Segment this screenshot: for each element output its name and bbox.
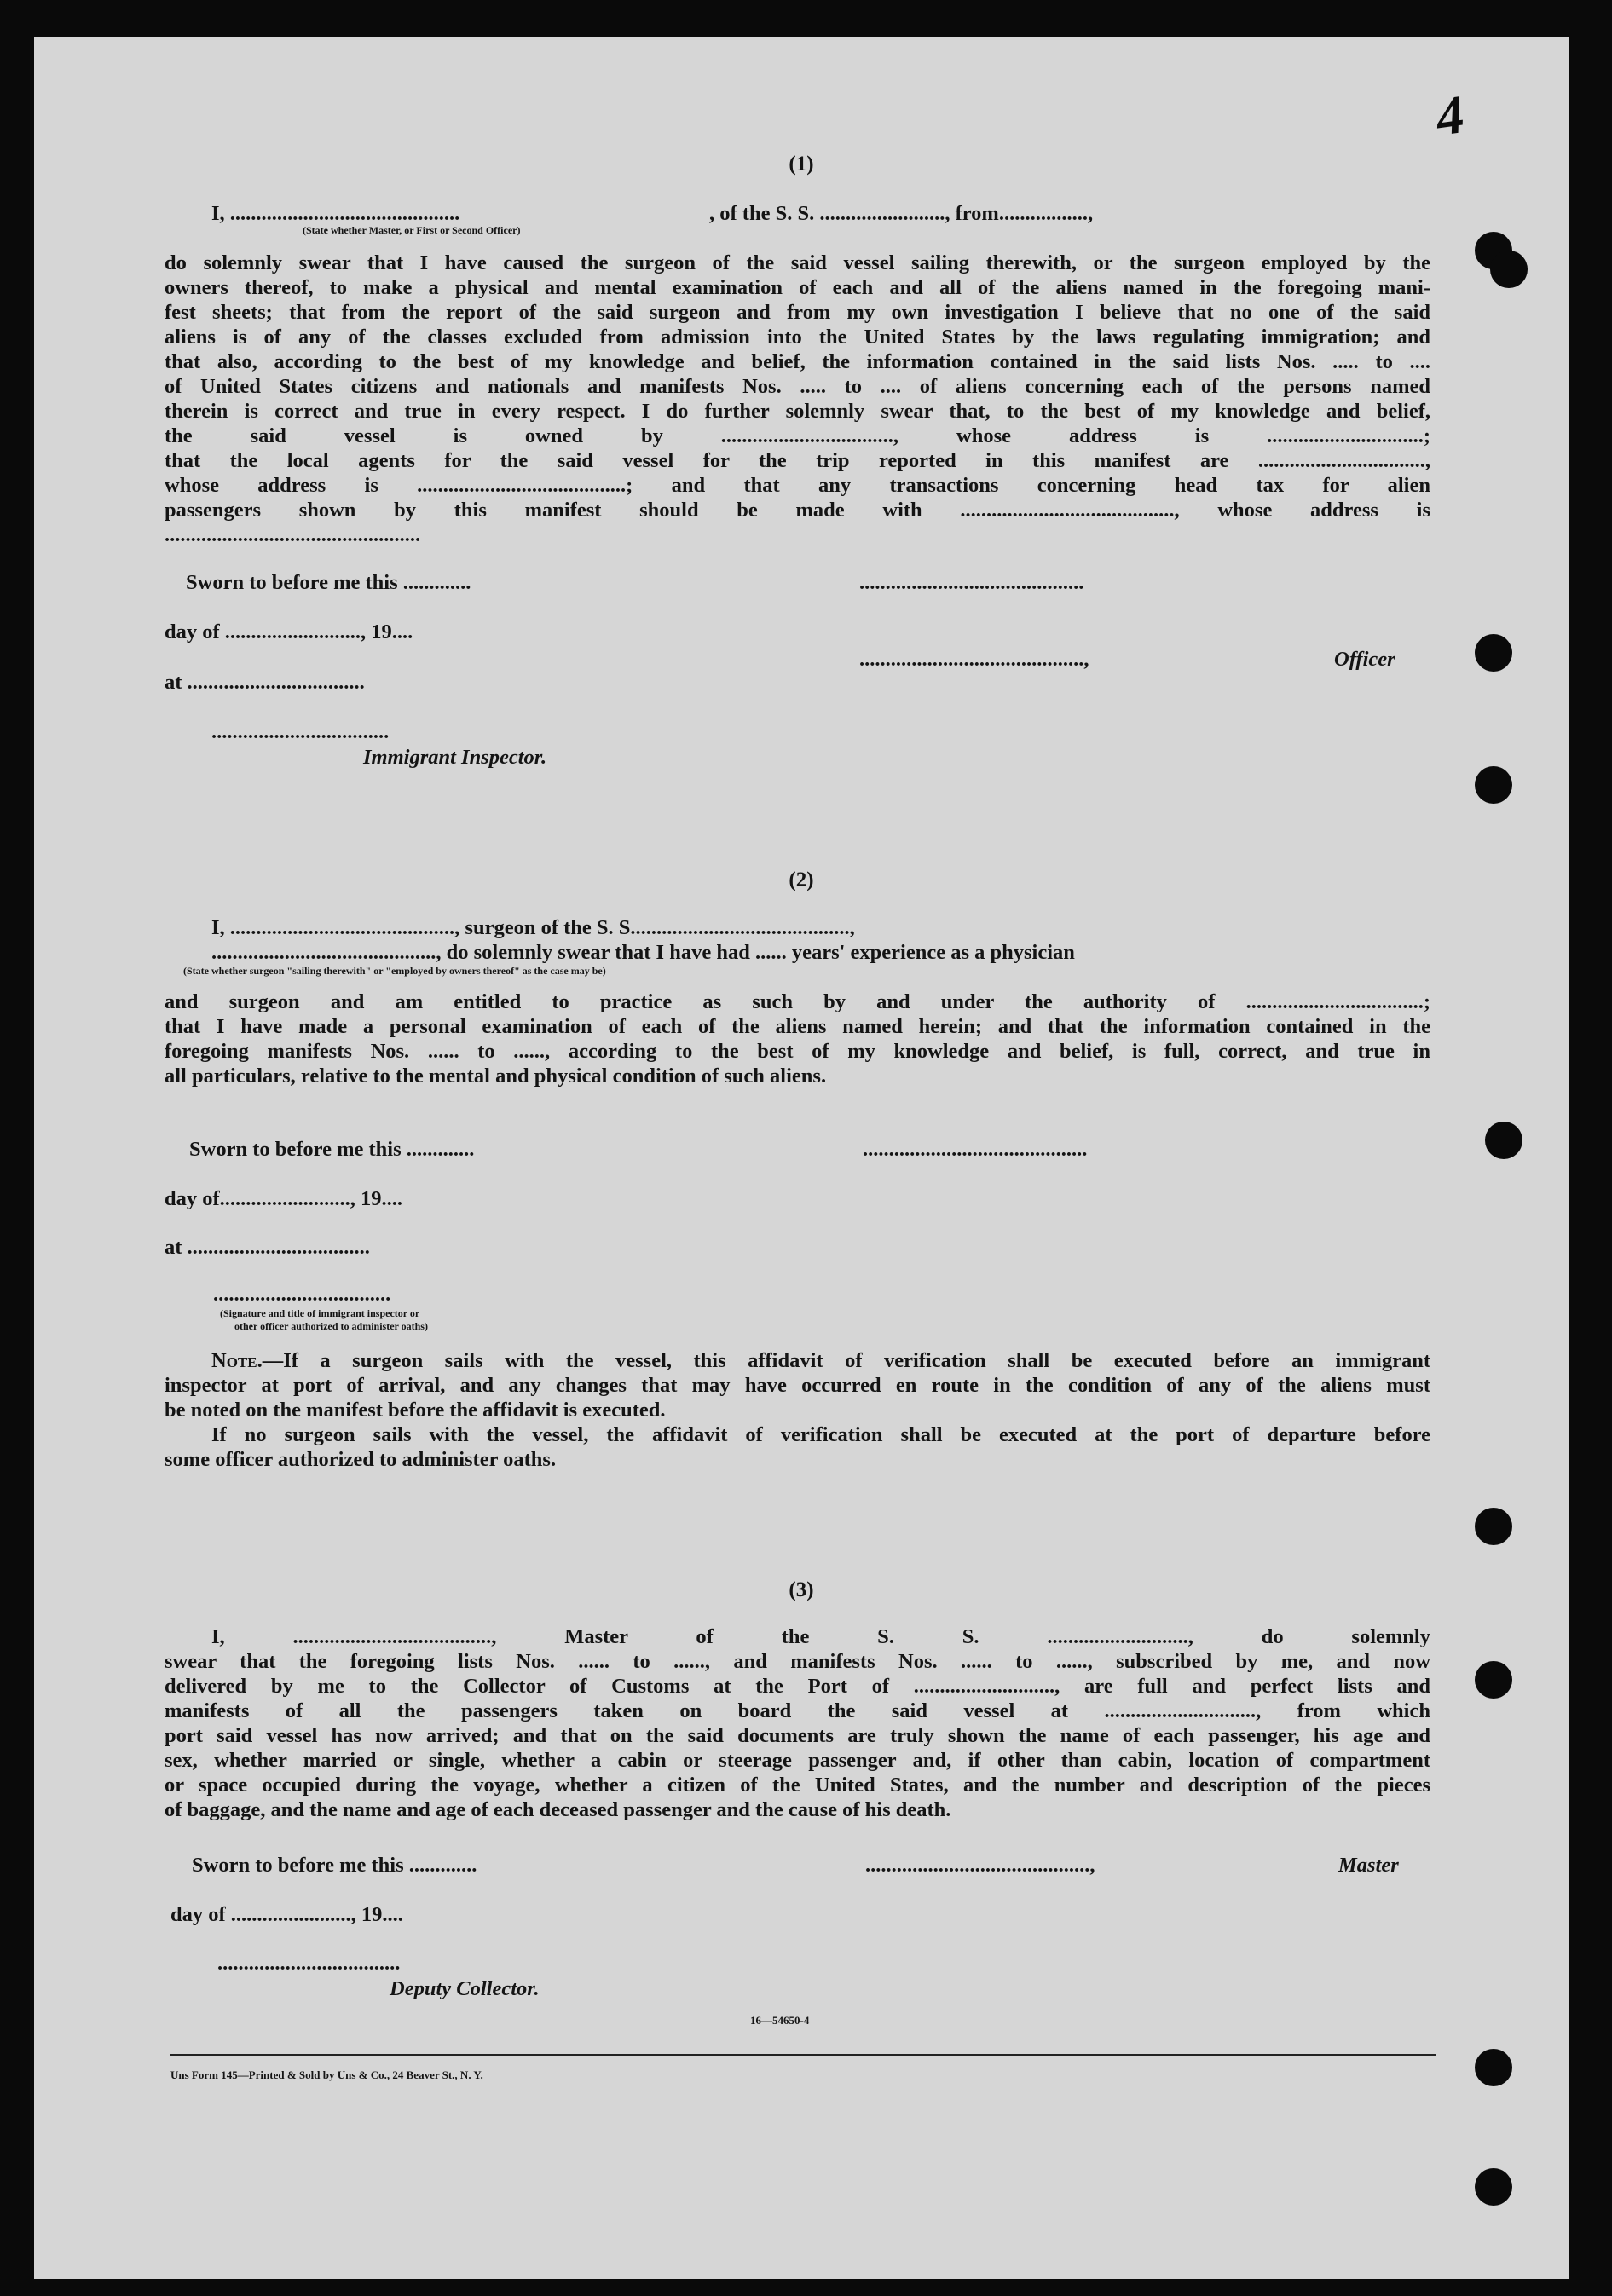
note-line: inspector at port of arrival, and any changes that may have occurred en route in the condition of any of the aliens must xyxy=(165,1374,1430,1397)
binder-hole xyxy=(1485,1122,1522,1159)
s3-deputy-label: Deputy Collector. xyxy=(390,1977,540,2000)
body-line: aliens is of any of the classes excluded from admission into the United States by the laws regulating immigration; and xyxy=(165,326,1430,349)
s3-master-dots: ..........................................., xyxy=(865,1854,1095,1877)
binder-hole xyxy=(1490,251,1528,288)
s1-line1-b: , of the S. S. ........................, from................., xyxy=(709,202,1094,225)
s1-body xyxy=(165,251,1430,547)
section-1-heading: (1) xyxy=(789,153,814,176)
s1-day-of: day of .........................., 19.... xyxy=(165,620,413,643)
note-line: If no surgeon sails with the vessel, the affidavit of verification shall be executed at the port of departure before xyxy=(211,1423,1430,1446)
s2-signature-caption: other officer authorized to administer oaths) xyxy=(234,1320,428,1332)
binder-hole xyxy=(1475,1661,1512,1699)
binder-hole xyxy=(1475,634,1512,672)
body-line: therein is correct and true in every respect. I do further solemnly swear that, to the best of my knowledge and belief, xyxy=(165,400,1430,423)
s2-line1: I, ..........................................., surgeon of the S. S.........................................., xyxy=(211,916,855,939)
section-2-heading: (2) xyxy=(789,868,814,891)
s2-signature-dots: .................................. xyxy=(213,1283,391,1306)
binder-hole xyxy=(1475,2049,1512,2086)
section-3-heading: (3) xyxy=(789,1578,814,1601)
s1-inspector-dots: .................................. xyxy=(211,720,390,743)
note-label: Note. xyxy=(211,1349,263,1372)
s2-day-of: day of........................., 19.... xyxy=(165,1187,403,1210)
body-line: all particulars, relative to the mental and physical condition of such aliens. xyxy=(165,1064,827,1087)
body-line: that I have made a personal examination of each of the aliens named herein; and that the information contained in the xyxy=(165,1015,1430,1038)
body-line: swear that the foregoing lists Nos. ...... to ......, and manifests Nos. ...... to ......, subscribed by me, and now xyxy=(165,1650,1430,1673)
note-line: some officer authorized to administer oaths. xyxy=(165,1448,557,1471)
s2-note xyxy=(165,1348,1430,1472)
note-line: be noted on the manifest before the affidavit is executed. xyxy=(165,1399,666,1422)
s1-officer-dots: ..........................................., xyxy=(859,648,1089,671)
s2-line2: ..........................................., do solemnly swear that I have had ...... years' experience as a physician xyxy=(211,941,1075,964)
body-line: passengers shown by this manifest should be made with ........................................., whose address is xyxy=(165,499,1430,522)
s3-body xyxy=(165,1624,1430,1822)
body-line: that also, according to the best of my knowledge and belief, the information contained in the said lists Nos. ..... to .... xyxy=(165,350,1430,373)
s2-surgeon-caption: (State whether surgeon "sailing therewith" or "employed by owners thereof" as the case may be) xyxy=(183,965,606,977)
binder-hole xyxy=(1475,2168,1512,2206)
s1-at: at .................................. xyxy=(165,671,365,694)
body-line: and surgeon and am entitled to practice as such by and under the authority of ..................................; xyxy=(165,990,1430,1013)
s1-sworn: Sworn to before me this ............. xyxy=(186,571,471,594)
body-line: fest sheets; that from the report of the said surgeon and from my own investigation I believe that no one of the said xyxy=(165,301,1430,324)
body-line: sex, whether married or single, whether a cabin or steerage passenger and, if other than cabin, location of compartment xyxy=(165,1749,1430,1772)
body-line: manifests of all the passengers taken on board the said vessel at ............................., from which xyxy=(165,1699,1430,1722)
body-line: of baggage, and the name and age of each deceased passenger and the cause of his death. xyxy=(165,1798,951,1821)
s3-deputy-dots: ................................... xyxy=(217,1952,401,1975)
s2-sworn: Sworn to before me this ............. xyxy=(189,1138,475,1161)
s3-sworn: Sworn to before me this ............. xyxy=(192,1854,477,1877)
s1-signature-line: ........................................... xyxy=(859,571,1084,594)
s3-master-label: Master xyxy=(1338,1854,1399,1877)
body-line: that the local agents for the said vessel for the trip reported in this manifest are ................................, xyxy=(165,449,1430,472)
body-line: the said vessel is owned by ................................., whose address is ..............................; xyxy=(165,424,1430,447)
s2-body xyxy=(165,989,1430,1088)
form-page xyxy=(34,37,1569,2279)
printer-imprint: Uns Form 145—Printed & Sold by Uns & Co., 24 Beaver St., N. Y. xyxy=(170,2068,483,2081)
note-text: —If a surgeon sails with the vessel, this affidavit of verification shall be executed before an immigrant xyxy=(262,1349,1430,1372)
s2-signature-line: ........................................... xyxy=(863,1138,1088,1161)
body-line: or space occupied during the voyage, whether a citizen of the United States, and the number and description of the pieces xyxy=(165,1774,1430,1797)
body-line: of United States citizens and nationals and manifests Nos. ..... to .... of aliens concerning each of the persons named xyxy=(165,375,1430,398)
body-line: do solemnly swear that I have caused the surgeon of the said vessel sailing therewith, or the surgeon employed by the xyxy=(165,251,1430,274)
s2-at: at ................................... xyxy=(165,1236,370,1259)
form-code: 16—54650-4 xyxy=(750,2014,810,2027)
body-line: whose address is ........................................; and that any transactions concerning head tax for alien xyxy=(165,474,1430,497)
binder-hole xyxy=(1475,1508,1512,1545)
footer-rule xyxy=(170,2054,1436,2056)
note-line xyxy=(165,1348,1430,1373)
body-line: ................................................. xyxy=(165,523,421,546)
body-line: I, ......................................, Master of the S. S. ..........................., do solemnly xyxy=(211,1625,1430,1648)
body-line: port said vessel has now arrived; and that on the said documents are truly shown the name of each passenger, his age and xyxy=(165,1724,1430,1747)
s3-day-of: day of ......................., 19.... xyxy=(170,1903,403,1926)
page-number: 4 xyxy=(1432,84,1468,147)
body-line: delivered by me to the Collector of Customs at the Port of ..........................., are full and perfect lists and xyxy=(165,1675,1430,1698)
s1-line1-a: I, ............................................ xyxy=(211,202,460,225)
s1-officer-label: Officer xyxy=(1334,648,1395,671)
binder-hole xyxy=(1475,766,1512,804)
s2-signature-caption: (Signature and title of immigrant inspector or xyxy=(220,1307,420,1319)
body-line: owners thereof, to make a physical and mental examination of each and all of the aliens named in the foregoing mani- xyxy=(165,276,1430,299)
body-line: foregoing manifests Nos. ...... to ......, according to the best of my knowledge and belief, is full, correct, and true in xyxy=(165,1040,1430,1063)
s1-officer-caption: (State whether Master, or First or Second Officer) xyxy=(303,224,521,236)
s1-inspector-label: Immigrant Inspector. xyxy=(363,746,547,769)
